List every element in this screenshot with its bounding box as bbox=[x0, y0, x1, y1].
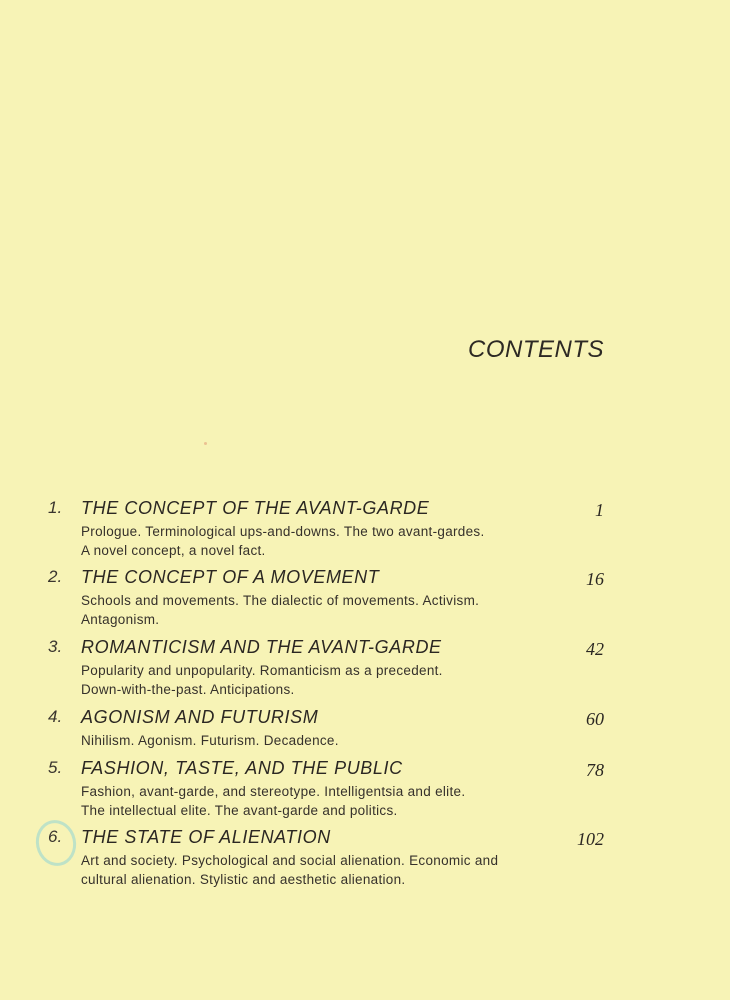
chapter-number: 5. bbox=[48, 758, 63, 777]
chapter-description bbox=[81, 591, 551, 629]
chapter-description bbox=[81, 522, 551, 560]
page-title: CONTENTS bbox=[468, 336, 604, 363]
description-line: Schools and movements. The dialectic of movements. Activism. bbox=[81, 593, 480, 608]
description-line: Art and society. Psychological and social alienation. Economic and bbox=[81, 853, 499, 868]
description-line: Fashion, avant-garde, and stereotype. Intelligentsia and elite. bbox=[81, 784, 466, 799]
description-line: cultural alienation. Stylistic and aesthetic alienation. bbox=[81, 872, 406, 887]
chapter-number: 6. bbox=[48, 827, 63, 846]
chapter-title: THE CONCEPT OF A MOVEMENT bbox=[81, 567, 380, 587]
description-line: Nihilism. Agonism. Futurism. Decadence. bbox=[81, 733, 339, 748]
chapter-title: THE CONCEPT OF THE AVANT-GARDE bbox=[81, 498, 430, 518]
page-number: 1 bbox=[595, 500, 604, 520]
chapter-title: AGONISM AND FUTURISM bbox=[81, 707, 319, 727]
page-number: 102 bbox=[577, 829, 604, 849]
page-number: 60 bbox=[586, 709, 604, 729]
chapter-number: 1. bbox=[48, 498, 63, 517]
description-line: Popularity and unpopularity. Romanticism as a precedent. bbox=[81, 663, 443, 678]
chapter-number: 4. bbox=[48, 707, 63, 726]
chapter-title: FASHION, TASTE, AND THE PUBLIC bbox=[81, 758, 403, 778]
chapter-description bbox=[81, 782, 551, 820]
chapter-description bbox=[81, 731, 551, 750]
chapter-title: ROMANTICISM AND THE AVANT-GARDE bbox=[81, 637, 442, 657]
description-line: Antagonism. bbox=[81, 612, 160, 627]
page-number: 78 bbox=[586, 760, 604, 780]
description-line: The intellectual elite. The avant-garde and politics. bbox=[81, 803, 398, 818]
description-line: Down-with-the-past. Anticipations. bbox=[81, 682, 295, 697]
page-number: 42 bbox=[586, 639, 604, 659]
chapter-description bbox=[81, 661, 551, 699]
chapter-title: THE STATE OF ALIENATION bbox=[81, 827, 331, 847]
page-number: 16 bbox=[586, 569, 604, 589]
paper-speck bbox=[204, 442, 207, 445]
chapter-number: 2. bbox=[48, 567, 63, 586]
chapter-number: 3. bbox=[48, 637, 63, 656]
description-line: Prologue. Terminological ups-and-downs. The two avant-gardes. bbox=[81, 524, 485, 539]
chapter-description bbox=[81, 851, 551, 889]
description-line: A novel concept, a novel fact. bbox=[81, 543, 266, 558]
